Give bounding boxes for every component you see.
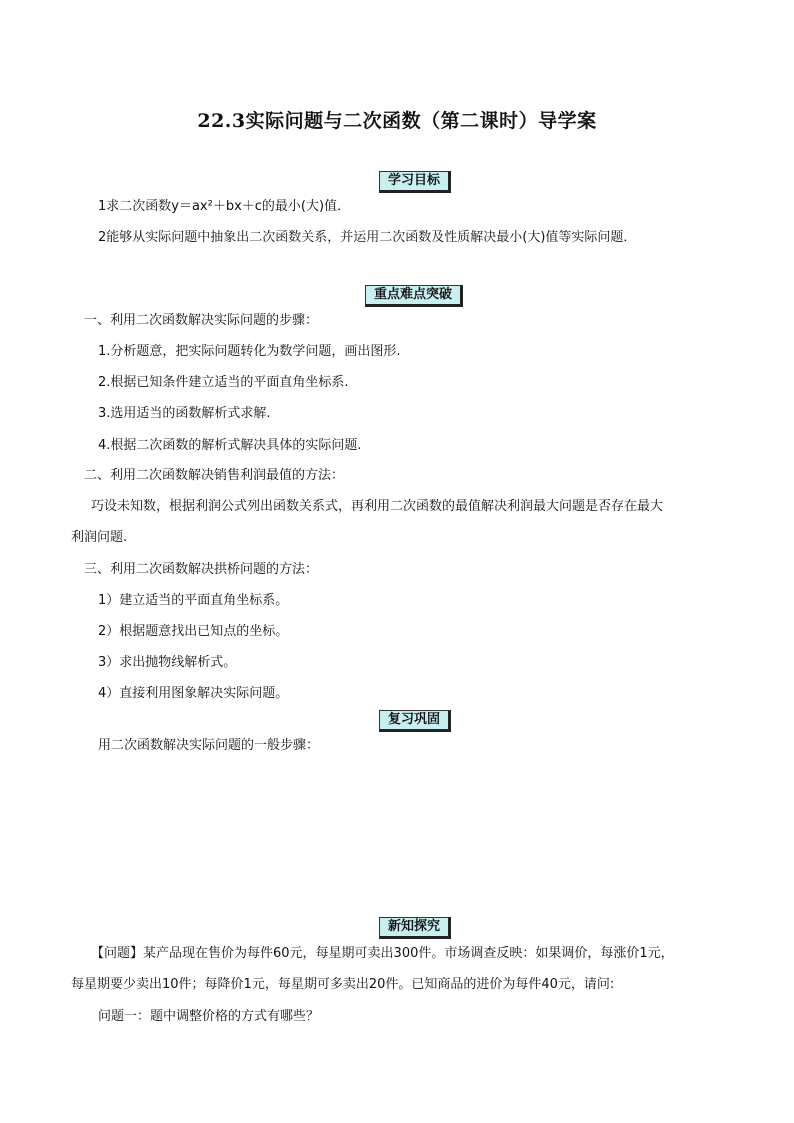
key-part3-item-4: 4）直接利用图象解决实际问题。 [98,686,289,701]
key-part1-item-3: 3.选用适当的函数解析式求解. [98,406,271,421]
key-part1-item-2: 2.根据已知条件建立适当的平面直角坐标系. [98,375,349,390]
key-part3-item-2: 2）根据题意找出已知点的坐标。 [98,624,289,639]
section-badge-goals: 学习目标 [379,171,451,193]
key-part3-item-1: 1）建立适当的平面直角坐标系。 [98,593,289,608]
review-text: 用二次函数解决实际问题的一般步骤： [98,738,320,753]
section-badge-explore: 新知探究 [379,917,451,939]
goal-item-2: 2能够从实际问题中抽象出二次函数关系，并运用二次函数及性质解决最小(大)值等实际问题． [98,230,637,245]
section-badge-key: 重点难点突破 [365,285,463,307]
key-part2-heading: 二、利用二次函数解决销售利润最值的方法： [84,468,345,483]
section-badge-review: 复习巩固 [379,710,451,732]
key-part1-item-1: 1.分析题意，把实际问题转化为数学问题，画出图形. [98,344,401,359]
key-part3-item-3: 3）求出抛物线解析式。 [98,655,237,670]
goal-item-1: 1求二次函数y＝ax²＋bx＋c的最小(大)值． [98,199,351,214]
question-1: 问题一：题中调整价格的方式有哪些？ [98,1009,320,1024]
key-part2-text-line2: 利润问题. [71,530,128,545]
key-part1-item-4: 4.根据二次函数的解析式解决具体的实际问题. [98,438,362,453]
key-part1-heading: 一、利用二次函数解决实际问题的步骤： [84,313,319,328]
key-part3-heading: 三、利用二次函数解决拱桥问题的方法： [84,562,319,577]
problem-line2: 每星期要少卖出10件；每降价1元，每星期可多卖出20件。已知商品的进价为每件40元，请问: [71,977,615,992]
document-title: 22.3实际问题与二次函数（第二课时）导学案 [197,110,597,132]
problem-line1: 【问题】某产品现在售价为每件60元，每星期可卖出300件。市场调查反映：如果调价，每涨价1元， [91,946,674,961]
key-part2-text-line1: 巧设未知数，根据利润公式列出函数关系式，再利用二次函数的最值解决利润最大问题是否存在最大 [91,499,664,514]
